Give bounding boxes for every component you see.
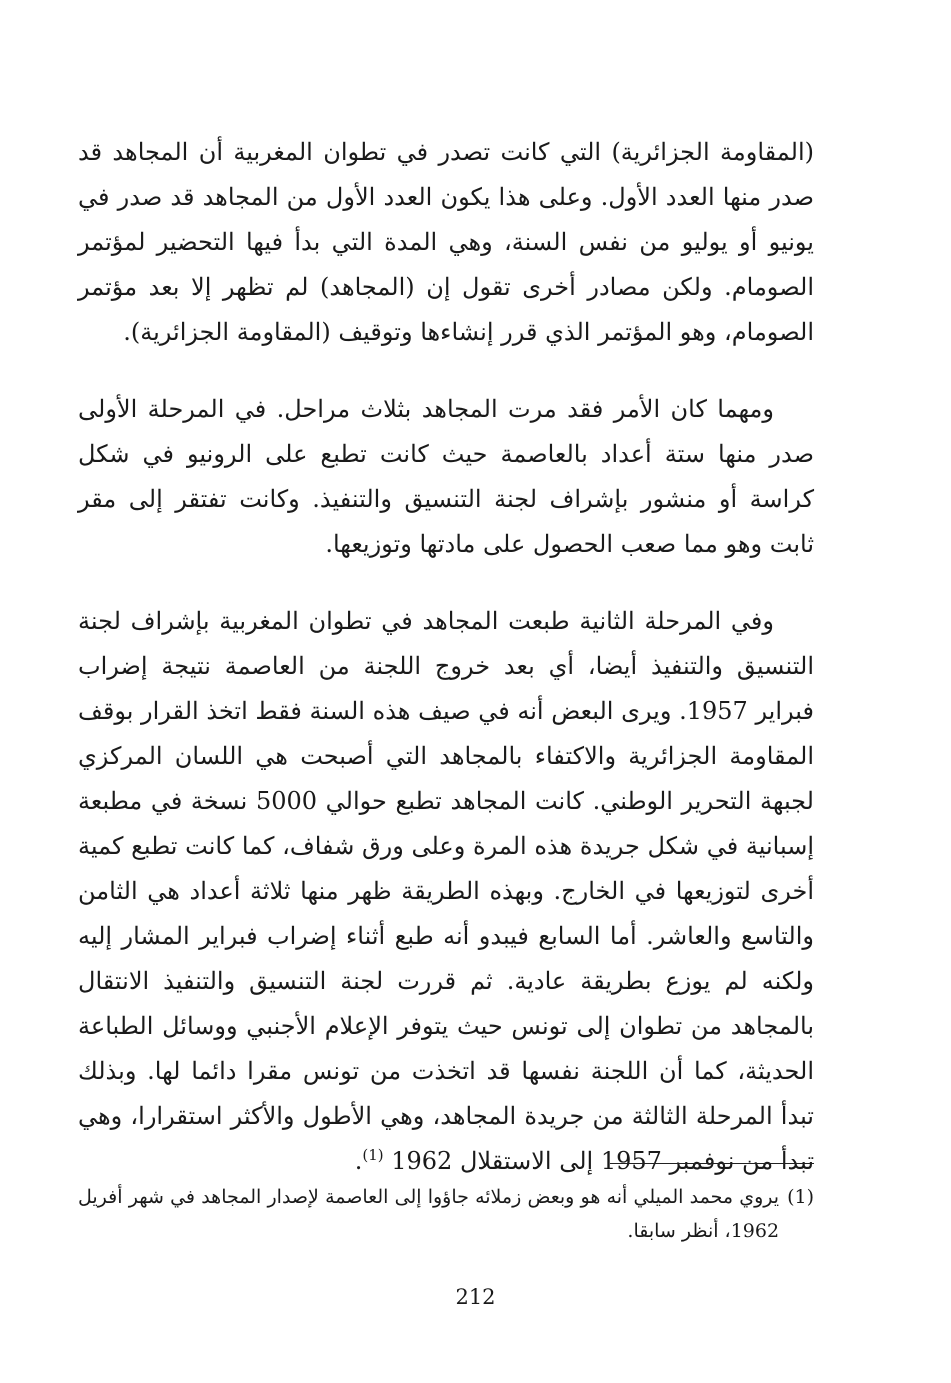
page-number: 212	[455, 1285, 496, 1309]
paragraph-2	[78, 387, 814, 567]
footnote-number: (1)	[787, 1186, 814, 1208]
paragraph-3-end: .	[354, 1147, 363, 1175]
footnote-divider	[610, 1163, 814, 1164]
paragraph-3	[78, 599, 814, 1184]
footnote-reference: (1)	[362, 1146, 384, 1164]
paragraph-1-text: (المقاومة الجزائرية) التي كانت تصدر في تطوان المغربية أن المجاهد قد صدر منها العدد الأول. وعلى هذا يكون العدد الأول من المجاهد قد صدر في يونيو أو يوليو من نفس السنة، وهي المدة التي بدأ فيها التحضير لمؤتمر الصومام. ولكن مصادر أخرى تقول إن (المجاهد) لم تظهر إلا بعد مؤتمر الصومام، وهو المؤتمر الذي قرر إنشاءها وتوقيف (المقاومة الجزائرية).	[78, 138, 815, 346]
paragraph-2-text: ومهما كان الأمر فقد مرت المجاهد بثلاث مراحل. في المرحلة الأولى صدر منها ستة أعداد بالعاصمة حيث كانت تطبع على الرونيو في شكل كراسة أو منشور بإشراف لجنة التنسيق والتنفيذ. وكانت تفتقر إلى مقر ثابت وهو مما صعب الحصول على مادتها وتوزيعها.	[78, 395, 814, 558]
page-body	[78, 130, 814, 1184]
footnote	[78, 1180, 814, 1248]
paragraph-3-text: وفي المرحلة الثانية طبعت المجاهد في تطوان المغربية بإشراف لجنة التنسيق والتنفيذ أيضا، أي بعد خروج اللجنة من العاصمة نتيجة إضراب فبراير 1957. ويرى البعض أنه في صيف هذه السنة فقط اتخذ القرار بوقف المقاومة الجزائرية والاكتفاء بالمجاهد التي أصبحت هي اللسان المركزي لجبهة التحرير الوطني. كانت المجاهد تطبع حوالي 5000 نسخة في مطبعة إسبانية في شكل جريدة هذه المرة وعلى ورق شفاف، كما كانت تطبع كمية أخرى لتوزيعها في الخارج. وبهذه الطريقة ظهر منها ثلاثة أعداد هي الثامن والتاسع والعاشر. أما السابع فيبدو أنه طبع أثناء إضراب فبراير المشار إليه ولكنه لم يوزع بطريقة عادية. ثم قررت لجنة التنسيق والتنفيذ الانتقال بالمجاهد من تطوان إلى تونس حيث يتوفر الإعلام الأجنبي ووسائل الطباعة الحديثة، كما أن اللجنة نفسها قد اتخذت من تونس مقرا دائما لها. وبذلك تبدأ المرحلة الثالثة من جريدة المجاهد، وهي الأطول والأكثر استقرارا، وهي تبدأ من نوفمبر 1957 إلى الاستقلال 1962	[78, 607, 814, 1175]
footnote-text: يروي محمد الميلي أنه هو وبعض زملائه جاؤوا إلى العاصمة لإصدار المجاهد في شهر أفريل 1962، أنظر سابقا.	[78, 1186, 780, 1242]
paragraph-1	[78, 130, 814, 355]
